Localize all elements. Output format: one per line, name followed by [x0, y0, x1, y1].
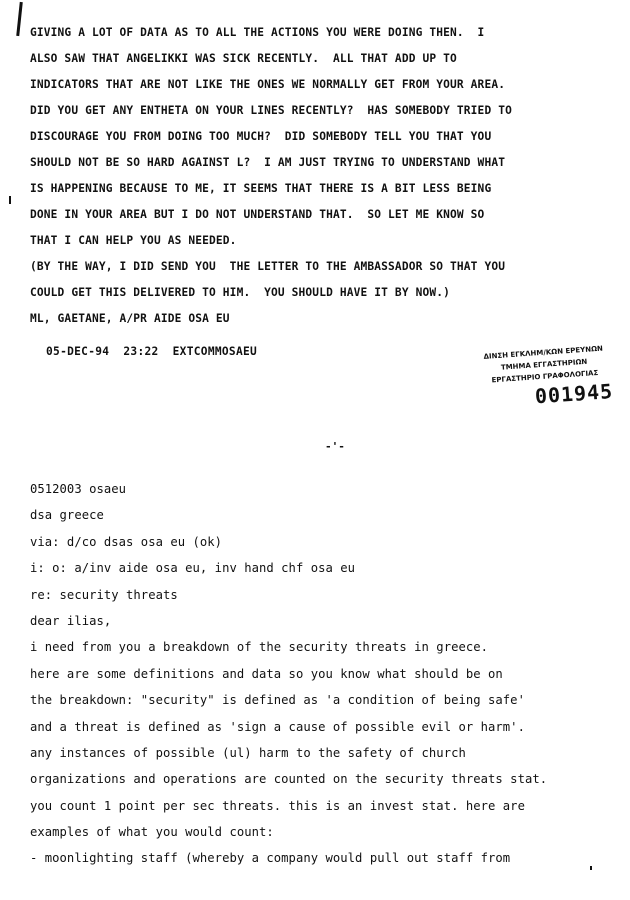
text-line: THAT I CAN HELP YOU AS NEEDED. [30, 234, 237, 247]
text-line: examples of what you would count: [30, 825, 274, 840]
date-stamp-line: 05-DEC-94 23:22 EXTCOMMOSAEU [46, 345, 258, 358]
text-line: here are some definitions and data so you know what should be on [30, 666, 503, 681]
page-separator-mark: -'- [325, 440, 345, 453]
telex-message-upper [30, 20, 610, 332]
text-line: any instances of possible (ul) harm to the safety of church [30, 745, 466, 760]
stamp-line: ΤΜΗΜΑ ΕΓΓΑΣΤΗΡΙΩΝ [500, 357, 588, 372]
stamp-line: ΕΡΓΑΣΤΗΡΙΟ ΓΡΑΦΟΛΟΓΙΑΣ [491, 368, 599, 385]
margin-dot [9, 196, 11, 204]
telex-message-lower [30, 476, 610, 872]
text-line: ALSO SAW THAT ANGELIKKI WAS SICK RECENTLY. ALL THAT ADD UP TO [30, 52, 457, 65]
subject-line: re: security threats [30, 587, 178, 602]
text-line: the breakdown: "security" is defined as 'a condition of being safe' [30, 693, 525, 708]
text-line: INDICATORS THAT ARE NOT LIKE THE ONES WE NORMALLY GET FROM YOUR AREA. [30, 78, 506, 91]
salutation-line: dear ilias, [30, 613, 112, 628]
stamp-number: 001945 [534, 379, 614, 409]
text-line: and a threat is defined as 'sign a cause of possible evil or harm'. [30, 719, 525, 734]
text-line: DISCOURAGE YOU FROM DOING TOO MUCH? DID SOMEBODY TELL YOU THAT YOU [30, 130, 492, 143]
text-line: SHOULD NOT BE SO HARD AGAINST L? I AM JUST TRYING TO UNDERSTAND WHAT [30, 156, 506, 169]
text-line: i need from you a breakdown of the security threats in greece. [30, 640, 489, 655]
addressee-line: dsa greece [30, 508, 104, 523]
text-line: DID YOU GET ANY ENTHETA ON YOUR LINES RECENTLY? HAS SOMEBODY TRIED TO [30, 104, 512, 117]
text-line: you count 1 point per sec threats. this is an invest stat. here are [30, 798, 525, 813]
signature-line: ML, GAETANE, A/PR AIDE OSA EU [30, 312, 230, 325]
text-line: - moonlighting staff (whereby a company would pull out staff from [30, 851, 511, 866]
info-line: i: o: a/inv aide osa eu, inv hand chf osa eu [30, 561, 356, 576]
message-id-line: 0512003 osaeu [30, 482, 127, 496]
text-line: organizations and operations are counted on the security threats stat. [30, 772, 548, 787]
stamp-line: ΔΙΝΣΗ ΕΓΚΛΗΜ/ΚΩΝ ΕΡΕΥΝΩΝ [483, 344, 604, 361]
text-line: (BY THE WAY, I DID SEND YOU THE LETTER TO THE AMBASSADOR SO THAT YOU [30, 260, 506, 273]
margin-mark [16, 2, 23, 36]
archive-stamp [468, 342, 622, 414]
text-line: DONE IN YOUR AREA BUT I DO NOT UNDERSTAND THAT. SO LET ME KNOW SO [30, 208, 485, 221]
via-line: via: d/co dsas osa eu (ok) [30, 534, 223, 549]
text-line: COULD GET THIS DELIVERED TO HIM. YOU SHOULD HAVE IT BY NOW.) [30, 286, 451, 299]
text-line: IS HAPPENING BECAUSE TO ME, IT SEEMS THAT THERE IS A BIT LESS BEING [30, 182, 492, 195]
text-line: GIVING A LOT OF DATA AS TO ALL THE ACTIONS YOU WERE DOING THEN. I [30, 26, 485, 39]
